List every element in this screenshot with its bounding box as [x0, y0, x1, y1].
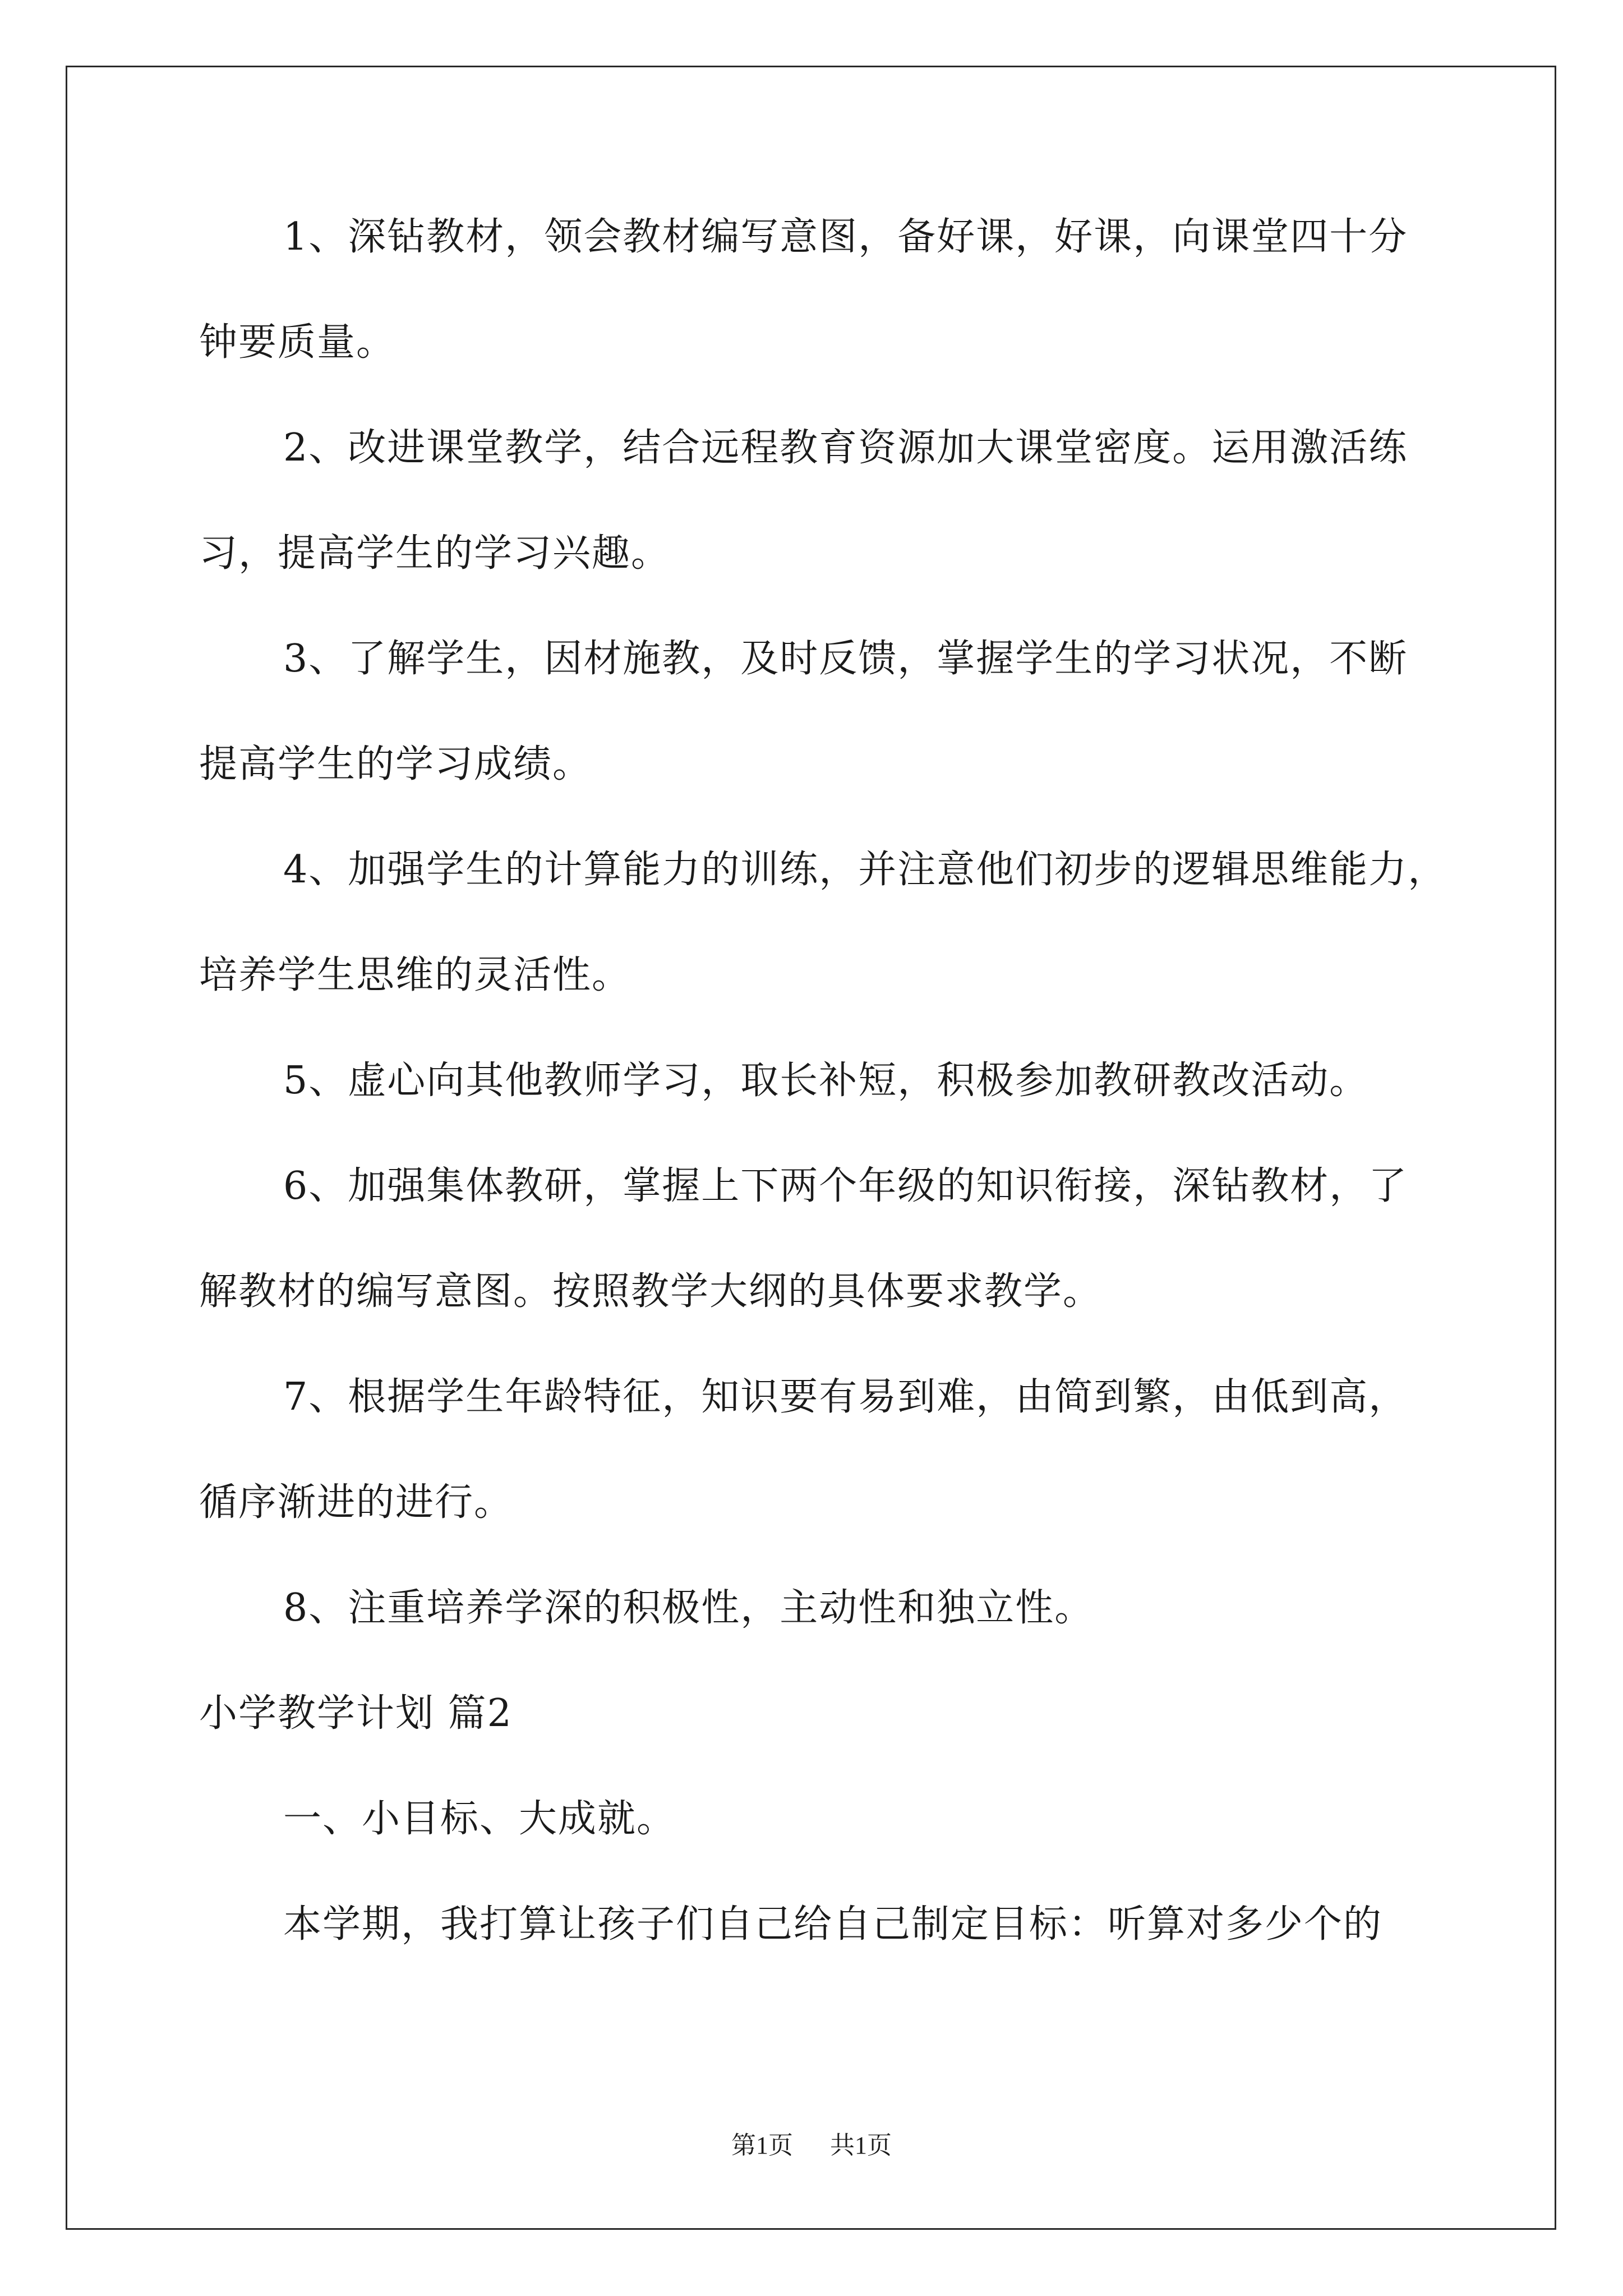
paragraph-line: 本学期，我打算让孩子们自己给自己制定目标：听算对多少个的 — [283, 1902, 1383, 1947]
page-total: 共1页 — [830, 2132, 892, 2159]
paragraph-9 — [199, 1795, 1467, 1843]
paragraph-line: 3、了解学生，因材施教，及时反馈，掌握学生的学习状况，不断 — [283, 637, 1408, 681]
paragraph-8 — [199, 1584, 1467, 1632]
paragraph-line: 8、注重培养学深的积极性，主动性和独立性。 — [283, 1586, 1094, 1630]
page-footer — [0, 2132, 1623, 2160]
paragraph-10 — [199, 1901, 1467, 1949]
paragraph-2 — [199, 424, 1467, 578]
paragraph-line: 提高学生的学习成绩。 — [199, 742, 592, 786]
paragraph-1 — [199, 213, 1467, 367]
paragraph-line: 1、深钻教材，领会教材编写意图，备好课，好课，向课堂四十分 — [283, 215, 1408, 259]
document-body — [199, 213, 1467, 1949]
page-number: 第1页 — [731, 2132, 793, 2159]
paragraph-line: 一、小目标、大成就。 — [283, 1797, 676, 1841]
paragraph-3 — [199, 635, 1467, 789]
paragraph-5 — [199, 1057, 1467, 1105]
paragraph-7 — [199, 1373, 1467, 1527]
paragraph-line: 4、加强学生的计算能力的训练，并注意他们初步的逻辑思维能力， — [283, 848, 1447, 892]
paragraph-4 — [199, 846, 1467, 1000]
section-heading — [199, 1690, 1467, 1738]
paragraph-line: 7、根据学生年龄特征，知识要有易到难，由简到繁，由低到高， — [283, 1375, 1408, 1419]
paragraph-line: 解教材的编写意图。按照教学大纲的具体要求教学。 — [199, 1269, 1103, 1314]
section-heading-text: 小学教学计划 篇2 — [199, 1691, 513, 1736]
paragraph-line: 培养学生思维的灵活性。 — [199, 953, 631, 997]
paragraph-line: 钟要质量。 — [199, 320, 396, 365]
paragraph-line: 5、虚心向其他教师学习，取长补短，积极参加教研教改活动。 — [283, 1059, 1369, 1103]
paragraph-line: 习，提高学生的学习兴趣。 — [199, 531, 671, 576]
paragraph-line: 循序渐进的进行。 — [199, 1480, 514, 1525]
paragraph-line: 6、加强集体教研，掌握上下两个年级的知识衔接，深钻教材，了 — [283, 1164, 1408, 1208]
paragraph-line: 2、改进课堂教学，结合远程教育资源加大课堂密度。运用激活练 — [283, 426, 1408, 470]
paragraph-6 — [199, 1162, 1467, 1316]
